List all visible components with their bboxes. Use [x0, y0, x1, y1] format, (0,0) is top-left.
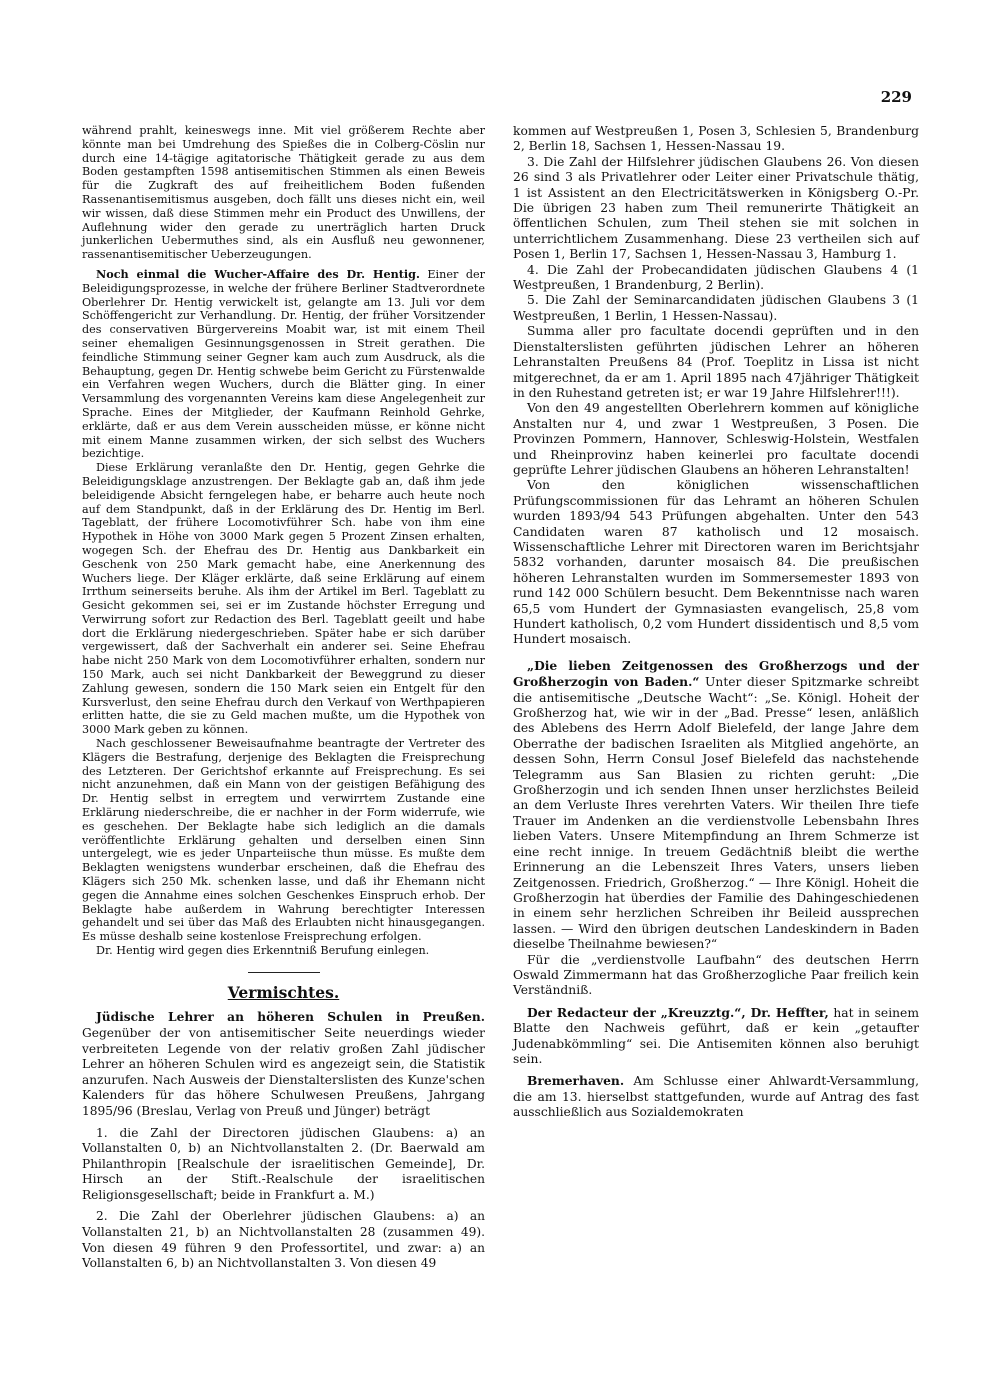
article-bremerhaven — [513, 1073, 919, 1120]
paragraph: Dr. Hentig wird gegen dies Erkenntniß Berufung einlegen. — [96, 944, 430, 958]
article-heading: Jüdische Lehrer an höheren Schulen in Preußen. — [96, 1010, 485, 1025]
list-item: 1. die Zahl der Directoren jüdischen Glaubens: a) an Vollanstalten 0, b) an Nichtvollanstalten 2. (Dr. Baerwald am Philanthropin [Realschule der israelitischen Gemeinde], Dr. Hirsch an der Stift.-Realschule der israelitischen Religionsgesellschaft; beide in Frankfurt a. M.) — [82, 1125, 485, 1202]
paragraph: Für die „verdienstvolle Laufbahn“ des deutschen Herrn Oswald Zimmermann hat das Großherzogliche Paar freilich kein Verständniß. — [513, 952, 919, 998]
list-item: 4. Die Zahl der Probecandidaten jüdischen Glaubens 4 (1 Westpreußen, 1 Brandenburg, 2 Berlin). — [513, 262, 919, 293]
article-hentig — [82, 268, 485, 461]
article-heading: „Die lieben Zeitgenossen des Großherzogs und der Großherzogin von Baden.“ — [513, 657, 919, 690]
article-baden — [513, 658, 919, 953]
section-divider — [248, 972, 320, 973]
section-title: Vermischtes. — [227, 982, 340, 1002]
article-heffter — [513, 1005, 919, 1068]
list-item: 2. Die Zahl der Oberlehrer jüdischen Glaubens: a) an Vollanstalten 21, b) an Nichtvollanstalten 28 (zusammen 49). Von diesen 49 führen 9 den Professortitel, und zwar: a) an Vollanstalten 6, b) an Nichtvollanstalten 3. Von diesen 49 — [82, 1209, 485, 1271]
paragraph: Von den königlichen wissenschaftlichen Prüfungscommissionen für das Lehramt an höheren Schulen wurden 1893/94 543 Prüfungen abgehalten. Unter den 543 Candidaten waren 87 katholisch und 12 mosaisch. Wissenschaftliche Lehrer mit Directoren waren im Berichtsjahr 5832 vorhanden, darunter mosaisch 84. Die preußischen höheren Lehranstalten wurden im Sommersemester 1893 von rund 142 000 Schülern besucht. Dem Bekenntnisse nach waren 65,5 vom Hundert der Gymnasiasten evangelisch, 25,8 vom Hundert katholisch, 0,2 vom Hundert dissidentisch und 8,5 vom Hundert mosaisch. — [513, 478, 919, 647]
paragraph: Nach geschlossener Beweisaufnahme beantragte der Vertreter des Klägers die Bestrafung, derjenige des Beklagten die Freisprechung des Letzteren. Der Gerichtshof erkannte auf Freisprechung. Es sei nicht anzunehmen, daß ein Mann von der geistigen Befähigung des Dr. Hentig selbst in erregtem und verwirrtem Zustande eine Erklärung niederschreibe, die er nachher in der Form widerrufe, wie es geschehen. Der Beklagte habe sich lediglich an die damals veröffentlichte Erklärung gehalten und derselben einen Sinn untergelegt, wie es jeder Unparteiische thun müsse. Es mußte dem Beklagten wenigstens wunderbar erscheinen, daß die Ehefrau des Klägers sich 250 Mk. schenken lasse, und daß ihr Ehemann nicht gegen die Annahme eines solchen Geschenkes Einspruch erhob. Der Beklagte habe außerdem in Wahrung berechtigter Interessen gehandelt und sei über das Maß des Erlaubten nicht hinausgegangen. Es müsse deshalb seine kostenlose Freisprechung erfolgen. — [82, 737, 485, 944]
article-heading: Der Redacteur der „Kreuzztg.“, Dr. Heffter, — [527, 1004, 829, 1020]
article-juedische-lehrer — [82, 1010, 485, 1119]
list-item: 5. Die Zahl der Seminarcandidaten jüdischen Glaubens 3 (1 Westpreußen, 1 Berlin, 1 Hessen-Nassau). — [513, 293, 919, 323]
article-heading: Noch einmal die Wucher-Affaire des Dr. Hentig. — [96, 266, 420, 281]
page-number: 229 — [880, 88, 912, 106]
paragraph: Von den 49 angestellten Oberlehrern kommen auf königliche Anstalten nur 4, und zwar 1 Westpreußen, 3 Posen. Die Provinzen Pommern, Hannover, Schleswig-Holstein, Westfalen und Rheinprovinz haben keinerlei pro facultate docendi geprüfte Lehrer jüdischen Glaubens an höheren Lehranstalten! — [513, 401, 919, 477]
paragraph: während prahlt, keineswegs inne. Mit viel größerem Rechte aber könnte man bei Umdrehung des Spießes die in Colberg-Cöslin nur durch eine 14-tägige agitatorische Thätigkeit gerade zu aus dem Boden gestampften 1598 antisemitischen Stimmen als einen Beweis für die Zugkraft des auf freiheitlichem Boden fußenden Rassenantisemitismus ausgeben, doch fällt uns dieses nicht ein, weil wir wissen, daß diese Stimmen mehr ein Product des Unwillens, der Auflehnung wider den gerade zu unerträglich harten Druck junkerlichen Uebermuthes sind, als ein Ausfluß neu gewonnener, rassenantisemitischer Ueberzeugungen. — [82, 124, 485, 262]
article-body: Unter dieser Spitzmarke schreibt die antisemitische „Deutsche Wacht“: „Se. Königl. Hoheit der Großherzog hat, wie wir in der „Bad. Presse“ lesen, anläßlich des Ablebens des Herrn Adolf Bielefeld, der lange Jahre dem Oberrathe der badischen Israeliten als Mitglied angehörte, an dessen Sohn, Herrn Consul Josef Bielefeld das nachstehende Telegramm aus San Blasien zu richten geruht: „Die Großherzogin und ich senden Ihnen unser herzlichstes Beileid an dem Verluste Ihres verehrten Vaters. Wir theilen Ihre tiefe Trauer im Andenken an die verdienstvolle Lebensbahn Ihres lieben Vaters. Unsere Mitempfindung an Ihrem Schmerze ist eine recht innige. In treuem Gedächtniß bleibt die werthe Erinnerung an die Lebenszeit Ihres Vaters, unsers lieben Zeitgenossen. Friedrich, Großherzog.“ — Ihre Königl. Hoheit die Großherzogin hat überdies der Familie des Dahingeschiedenen in einem sehr herzlichen Schreiben ihr Beileid aussprechen lassen. — Wird den übrigen deutschen Landeskindern in Baden dieselbe Theilnahme bewiesen?“ — [513, 675, 919, 952]
left-column — [82, 124, 485, 1272]
paragraph: kommen auf Westpreußen 1, Posen 3, Schlesien 5, Brandenburg 2, Berlin 18, Sachsen 1, Hessen-Nassau 19. — [513, 124, 919, 154]
article-heading: Bremerhaven. — [527, 1073, 625, 1089]
paragraph: Summa aller pro facultate docendi geprüften und in den Dienstalterslisten geführten jüdischen Lehrer an höheren Lehranstalten Preußens 84 (Prof. Toeplitz in Lissa ist nicht mitgerechnet, da er am 1. April 1895 nach 47jähriger Thätigkeit in den Ruhestand getreten ist; er war 19 Jahre Hilfslehrer!!!). — [513, 324, 919, 400]
paragraph: Diese Erklärung veranlaßte den Dr. Hentig, gegen Gehrke die Beleidigungsklage anzustrengen. Der Beklagte gab an, daß ihm jede beleidigende Absicht ferngelegen habe, er beharre auch heute noch auf dem Standpunkt, daß in der Erklärung des Dr. Hentig im Berl. Tageblatt, der frühere Locomotivführer Sch. habe von ihm eine Hypothek in Höhe von 3000 Mark gegen 5 Prozent Zinsen erhalten, wogegen Sch. der Ehefrau des Dr. Hentig aus Dankbarkeit ein Geschenk von 250 Mark gemacht habe, eine Anerkennung des Wuchers liege. Der Kläger erklärte, daß seine Erklärung auf einem Irrthum seinerseits beruhe. Als ihm der Artikel im Berl. Tageblatt zu Gesicht gekommen sei, sei er im Zustande höchster Erregung und Verwirrung sofort zur Redaction des Berl. Tageblatt geeilt und habe dort die Erklärung niedergeschrieben. Später habe er sich darüber vergewissert, daß der Sachverhalt ein anderer sei. Seine Ehefrau habe nicht 250 Mark von dem Locomotivführer erhalten, sondern nur 150 Mark, auch sei nicht Dankbarkeit der Beweggrund zu dieser Zahlung gewesen, sondern die 150 Mark seien ein Entgelt für den Kursverlust, den seine Ehefrau durch den Verkauf von Werthpapieren erlitten hatte, die sie zu Geld machen mußte, um die Hypothek von 3000 Mark geben zu können. — [82, 461, 485, 737]
article-body: Gegenüber der von antisemitischer Seite neuerdings wieder verbreiteten Legende von der relativ großen Zahl jüdischer Lehrer an höheren Schulen wird es angezeigt sein, die Statistik anzurufen. Nach Ausweis der Dienstalterslisten des Kunze'schen Kalenders für das höhere Schulwesen Preußens, Jahrgang 1895/96 (Breslau, Verlag von Preuß und Jünger) beträgt — [82, 1025, 485, 1118]
list-item: 3. Die Zahl der Hilfslehrer jüdischen Glaubens 26. Von diesen 26 sind 3 als Privatlehrer oder Leiter einer Privatschule thätig, 1 ist Assistent an den Electricitätswerken in Königsberg O.-Pr. Die übrigen 23 haben zum Theil remunerirte Thätigkeit an öffentlichen Schulen, zum Theil stehen sie mit solchen in unterrichtlichem Zusammenhang. Diese 23 vertheilen sich auf Posen 1, Berlin 17, Sachsen 1, Hessen-Nassau 3, Hamburg 1. — [513, 154, 919, 262]
article-body: Einer der Beleidigungsprozesse, in welche der frühere Berliner Stadtverordnete Oberlehrer Dr. Hentig verwickelt ist, gelangte am 13. Juli vor dem Schöffengericht zur Verhandlung. Dr. Hentig, der früher Vorsitzender des conservativen Bürgervereins Moabit war, ist mit einem Theil seiner ehemaligen Gesinnungsgenossen in Streit gerathen. Die feindliche Stimmung seiner Gegner kam auch zum Ausdruck, als die Behauptung, gegen Dr. Hentig schwebe beim Gericht zu Fürstenwalde ein Verfahren wegen Wuchers, durch die Blätter ging. In einer Versammlung des vorgenannten Vereins kam diese Angelegenheit zur Sprache. Eines der Mitglieder, der Kaufmann Reinhold Gehrke, erklärte, daß er aus dem Verein ausscheiden müsse, er könne nicht mit einem Manne zusammen wirken, der sich selbst des Wuchers bezichtige. — [82, 267, 485, 461]
right-column — [513, 124, 919, 1121]
article-body: hat in seinem Blatte den Nachweis geführt, daß er kein „getaufter Judenabkömmling“ sei. Die Antisemiten können also beruhigt sein. — [513, 1005, 919, 1066]
article-body: Am Schlusse einer Ahlwardt-Versammlung, die am 13. hierselbst stattgefunden, wurde auf Antrag des fast ausschließlich aus Sozialdemokraten — [513, 1074, 919, 1120]
